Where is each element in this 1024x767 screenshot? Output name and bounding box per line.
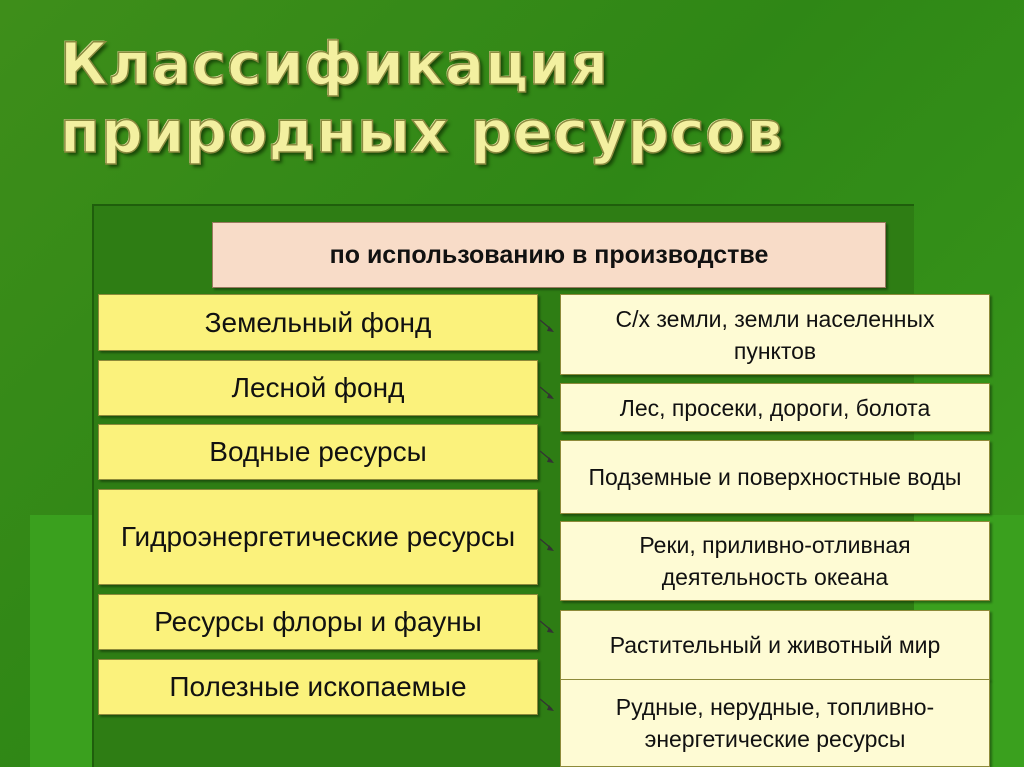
connector-arrow-icon — [538, 447, 560, 469]
category-box-flora-fauna: Ресурсы флоры и фауны — [98, 594, 538, 650]
classification-header: по использованию в производстве — [212, 222, 886, 288]
category-box-minerals: Полезные ископаемые — [98, 659, 538, 715]
description-box-land: С/х земли, земли населенных пунктов — [560, 294, 990, 375]
category-box-hydropower: Гидроэнергетические ресурсы — [98, 489, 538, 585]
description-box-flora-fauna: Растительный и животный мир — [560, 610, 990, 680]
connector-arrow-icon — [538, 535, 560, 557]
description-box-water: Подземные и поверхностные воды — [560, 440, 990, 514]
connector-arrow-icon — [538, 383, 560, 405]
description-box-forest: Лес, просеки, дороги, болота — [560, 383, 990, 432]
description-box-minerals: Рудные, нерудные, топливно-энергетические ресурсы — [560, 679, 990, 767]
connector-arrow-icon — [538, 695, 560, 717]
description-box-hydropower: Реки, приливно-отливная деятельность океана — [560, 521, 990, 601]
category-box-forest: Лесной фонд — [98, 360, 538, 416]
slide-title — [60, 30, 784, 166]
category-box-land: Земельный фонд — [98, 294, 538, 351]
slide-title-line-1: Классификация — [60, 30, 609, 98]
slide-title-line-2: природных ресурсов — [60, 98, 785, 166]
category-box-water: Водные ресурсы — [98, 424, 538, 480]
connector-arrow-icon — [538, 617, 560, 639]
connector-arrow-icon — [538, 316, 560, 338]
